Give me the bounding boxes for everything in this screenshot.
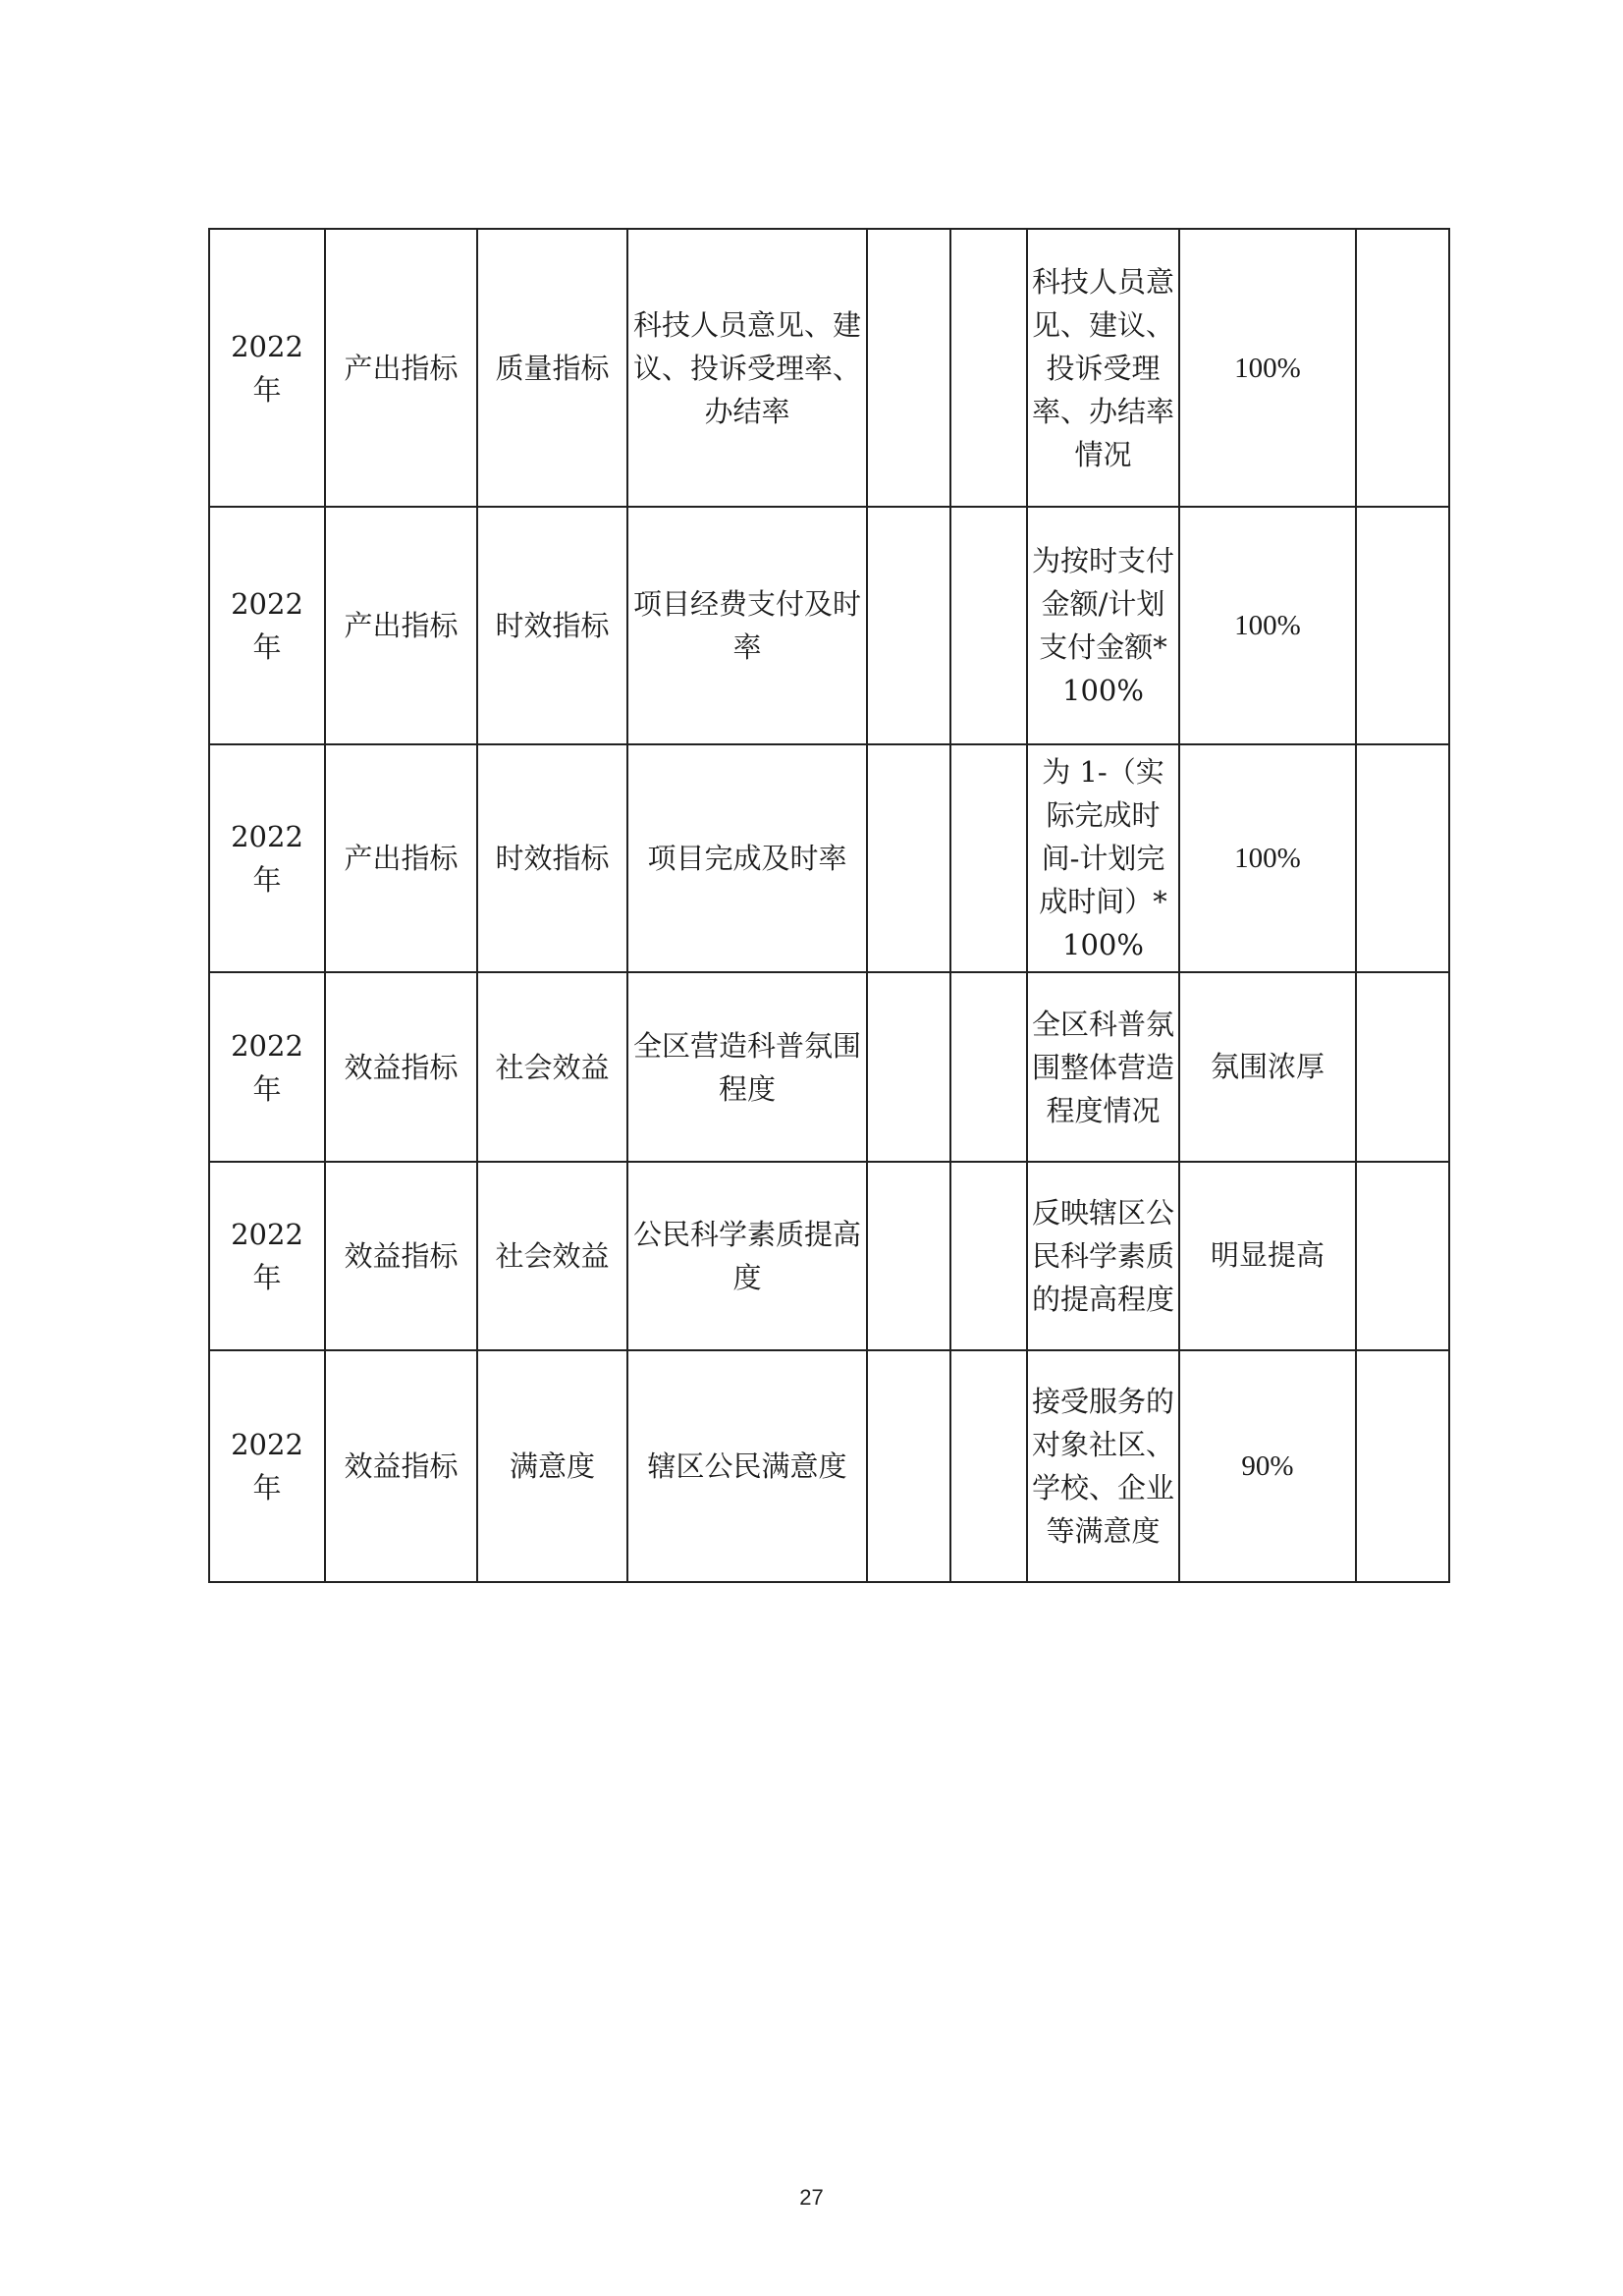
year-cell: 2022 年 [209, 229, 325, 507]
level2-indicator-cell: 时效指标 [477, 507, 627, 744]
level2-indicator-cell: 满意度 [477, 1350, 627, 1582]
empty-cell [950, 1162, 1027, 1350]
target-value-cell: 100% [1179, 507, 1356, 744]
indicator-name-cell: 公民科学素质提高度 [627, 1162, 867, 1350]
target-value-cell: 90% [1179, 1350, 1356, 1582]
empty-cell [1356, 744, 1449, 972]
level1-indicator-cell: 效益指标 [325, 972, 477, 1162]
empty-cell [1356, 1162, 1449, 1350]
target-value-cell: 100% [1179, 744, 1356, 972]
empty-cell [950, 507, 1027, 744]
level2-indicator-cell: 时效指标 [477, 744, 627, 972]
table-row [209, 1162, 1449, 1350]
target-value-cell: 100% [1179, 229, 1356, 507]
level1-indicator-cell: 产出指标 [325, 507, 477, 744]
level2-indicator-cell: 社会效益 [477, 1162, 627, 1350]
empty-cell [867, 1162, 950, 1350]
page-number: 27 [799, 2185, 824, 2210]
level2-indicator-cell: 质量指标 [477, 229, 627, 507]
table-row [209, 229, 1449, 507]
indicator-definition-cell: 科技人员意见、建议、投诉受理率、办结率情况 [1027, 229, 1179, 507]
level1-indicator-cell: 产出指标 [325, 744, 477, 972]
table-body [209, 229, 1449, 1582]
indicator-definition-cell: 为按时支付金额/计划支付金额*100% [1027, 507, 1179, 744]
empty-cell [1356, 229, 1449, 507]
empty-cell [950, 229, 1027, 507]
target-value-cell: 氛围浓厚 [1179, 972, 1356, 1162]
year-cell: 2022 年 [209, 1162, 325, 1350]
empty-cell [867, 507, 950, 744]
indicator-name-cell: 辖区公民满意度 [627, 1350, 867, 1582]
indicator-definition-cell: 为 1-（实际完成时间-计划完成时间）*100% [1027, 744, 1179, 972]
indicator-name-cell: 科技人员意见、建议、投诉受理率、办结率 [627, 229, 867, 507]
level1-indicator-cell: 效益指标 [325, 1162, 477, 1350]
target-value-cell: 明显提高 [1179, 1162, 1356, 1350]
indicator-name-cell: 全区营造科普氛围程度 [627, 972, 867, 1162]
table-row [209, 1350, 1449, 1582]
level2-indicator-cell: 社会效益 [477, 972, 627, 1162]
empty-cell [950, 972, 1027, 1162]
year-cell: 2022 年 [209, 507, 325, 744]
empty-cell [950, 1350, 1027, 1582]
empty-cell [867, 1350, 950, 1582]
table-row [209, 972, 1449, 1162]
empty-cell [867, 972, 950, 1162]
level1-indicator-cell: 产出指标 [325, 229, 477, 507]
indicator-name-cell: 项目完成及时率 [627, 744, 867, 972]
level1-indicator-cell: 效益指标 [325, 1350, 477, 1582]
empty-cell [867, 229, 950, 507]
year-cell: 2022 年 [209, 744, 325, 972]
table-row [209, 744, 1449, 972]
table-row [209, 507, 1449, 744]
year-cell: 2022 年 [209, 1350, 325, 1582]
empty-cell [1356, 1350, 1449, 1582]
year-cell: 2022 年 [209, 972, 325, 1162]
empty-cell [950, 744, 1027, 972]
indicator-definition-cell: 反映辖区公民科学素质的提高程度 [1027, 1162, 1179, 1350]
empty-cell [1356, 507, 1449, 744]
indicator-name-cell: 项目经费支付及时率 [627, 507, 867, 744]
indicator-definition-cell: 接受服务的对象社区、学校、企业等满意度 [1027, 1350, 1179, 1582]
indicator-definition-cell: 全区科普氛围整体营造程度情况 [1027, 972, 1179, 1162]
empty-cell [1356, 972, 1449, 1162]
empty-cell [867, 744, 950, 972]
performance-indicator-table [208, 228, 1450, 1583]
